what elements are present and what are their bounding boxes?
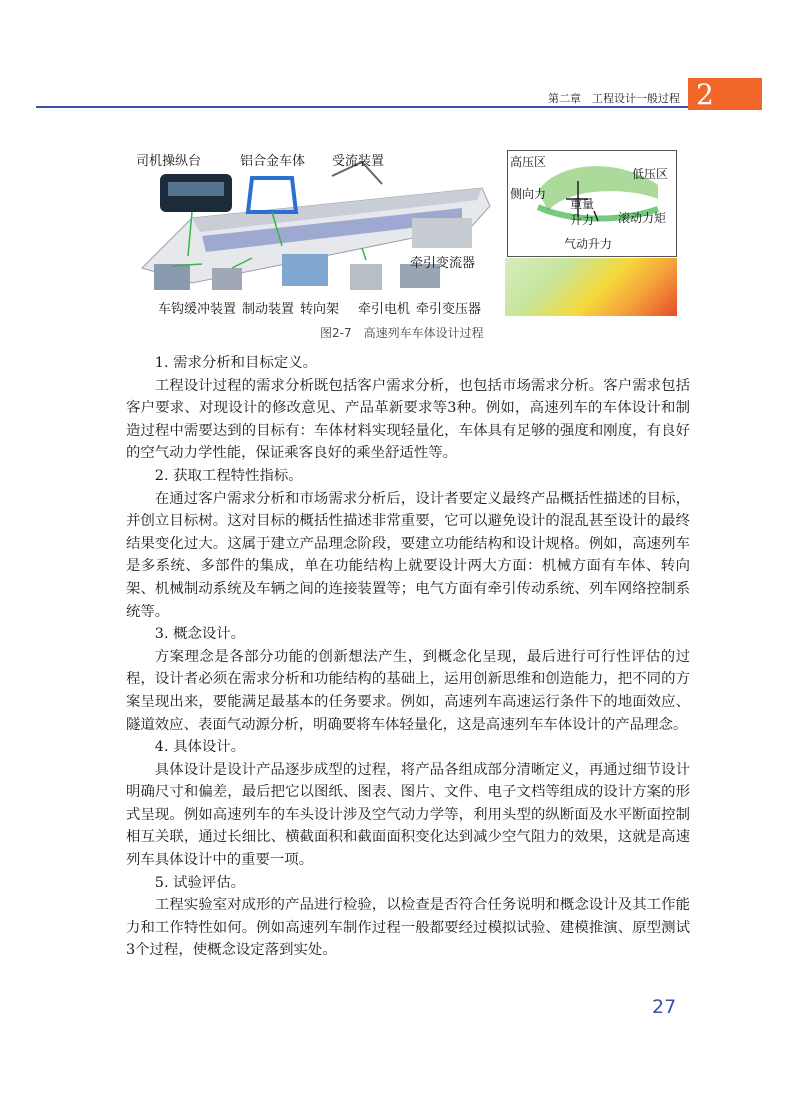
paragraph: 工程实验室对成形的产品进行检验，以检查是否符合任务说明和概念设计及其工作能力和工作特性如何。例如高速列车制作过程一般都要经过模拟试验、建模推演、原型测试3个过程，使概念设定落到实处。 (126, 897, 690, 959)
paragraph: 方案理念是各部分功能的创新想法产生，到概念化呈现，最后进行可行性评估的过程，设计者必须在需求分析和功能结构的基础上，运用创新思维和创造能力，把不同的方案呈现出来，要能满足最基本的任务要求。例如，高速列车高速运行条件下的地面效应、隧道效应、表面气动源分析，明确要将车体轻量化，这是高速列车车体设计的产品理念。 (126, 648, 690, 733)
paragraph: 在通过客户需求分析和市场需求分析后，设计者要定义最终产品概括性描述的目标，并创立目标树。这对目标的概括性描述非常重要，它可以避免设计的混乱甚至设计的最终结果变化过大。这属于建立产品理念阶段，要建立功能结构和设计规格。例如，高速列车是多系统、多部件的集成，单在功能结构上就要设计两大方面：机械方面有车体、转向架、机械制动系统及车辆之间的连接装置等；电气方面有牵引传动系统、列车网络控制系统等。 (126, 490, 690, 620)
label-bogie: 转向架 (300, 302, 340, 317)
paragraph: 5. 试验评估。 (154, 874, 246, 891)
chapter-number: 2 (696, 77, 714, 111)
paragraph: 工程设计过程的需求分析既包括客户需求分析，也包括市场需求分析。客户需求包括客户要求、对现设计的修改意见、产品革新要求等3种。例如，高速列车的车体设计和制造过程中需要达到的目标有：车体材料实现轻量化，车体具有足够的强度和刚度，有良好的空气动力学性能，保证乘客良好的乘坐舒适性等。 (126, 377, 690, 462)
page-number: 27 (652, 996, 677, 1018)
label-lateral-force: 侧向力 (510, 187, 547, 201)
label-traction-motor: 牵引电机 (358, 302, 411, 317)
label-cab-console: 司机操纵台 (136, 154, 202, 169)
pressure-simulation-image (505, 258, 677, 316)
label-aluminium-body: 铝合金车体 (240, 154, 306, 169)
figure-caption: 图2-7 高速列车车体设计过程 (320, 326, 484, 340)
label-gravity: 重量 (570, 197, 595, 211)
label-lift: 升力 (570, 213, 595, 227)
label-brake: 制动装置 (242, 302, 295, 317)
paragraph: 1. 需求分析和目标定义。 (154, 355, 318, 371)
label-aero-title: 气动升力 (564, 237, 613, 251)
running-header: 第二章 工程设计一般过程 (548, 92, 680, 105)
label-low-pressure: 低压区 (632, 167, 669, 181)
aero-lift-diagram (507, 150, 677, 257)
label-converter: 牵引变流器 (410, 256, 476, 271)
train-illustration (132, 148, 494, 320)
paragraph: 具体设计是设计产品逐步成型的过程，将产品各组成部分清晰定义，再通过细节设计明确尺寸和偏差，最后把它以图纸、图表、图片、文件、电子文档等组成的设计方案的形式呈现。例如高速列车的车头设计涉及空气动力学等，利用头型的纵断面及水平断面控制相互关联，通过长细比、横截面积和截面面积变化达到减少空气阻力的效果，这就是高速列车具体设计中的重要一项。 (126, 761, 690, 869)
label-coupler: 车钩缓冲装置 (158, 302, 237, 317)
paragraph: 4. 具体设计。 (154, 739, 246, 756)
label-rolling-moment: 滚动力矩 (618, 211, 667, 225)
header-rule (36, 106, 688, 108)
chapter-number-tab (688, 78, 762, 110)
label-high-pressure: 高压区 (510, 155, 547, 169)
label-transformer: 牵引变压器 (416, 302, 482, 317)
paragraph: 2. 获取工程特性指标。 (154, 467, 303, 484)
body-text (126, 352, 690, 962)
train-structure-figure (132, 148, 494, 320)
label-pantograph: 受流装置 (332, 154, 385, 169)
paragraph: 3. 概念设计。 (154, 626, 246, 643)
